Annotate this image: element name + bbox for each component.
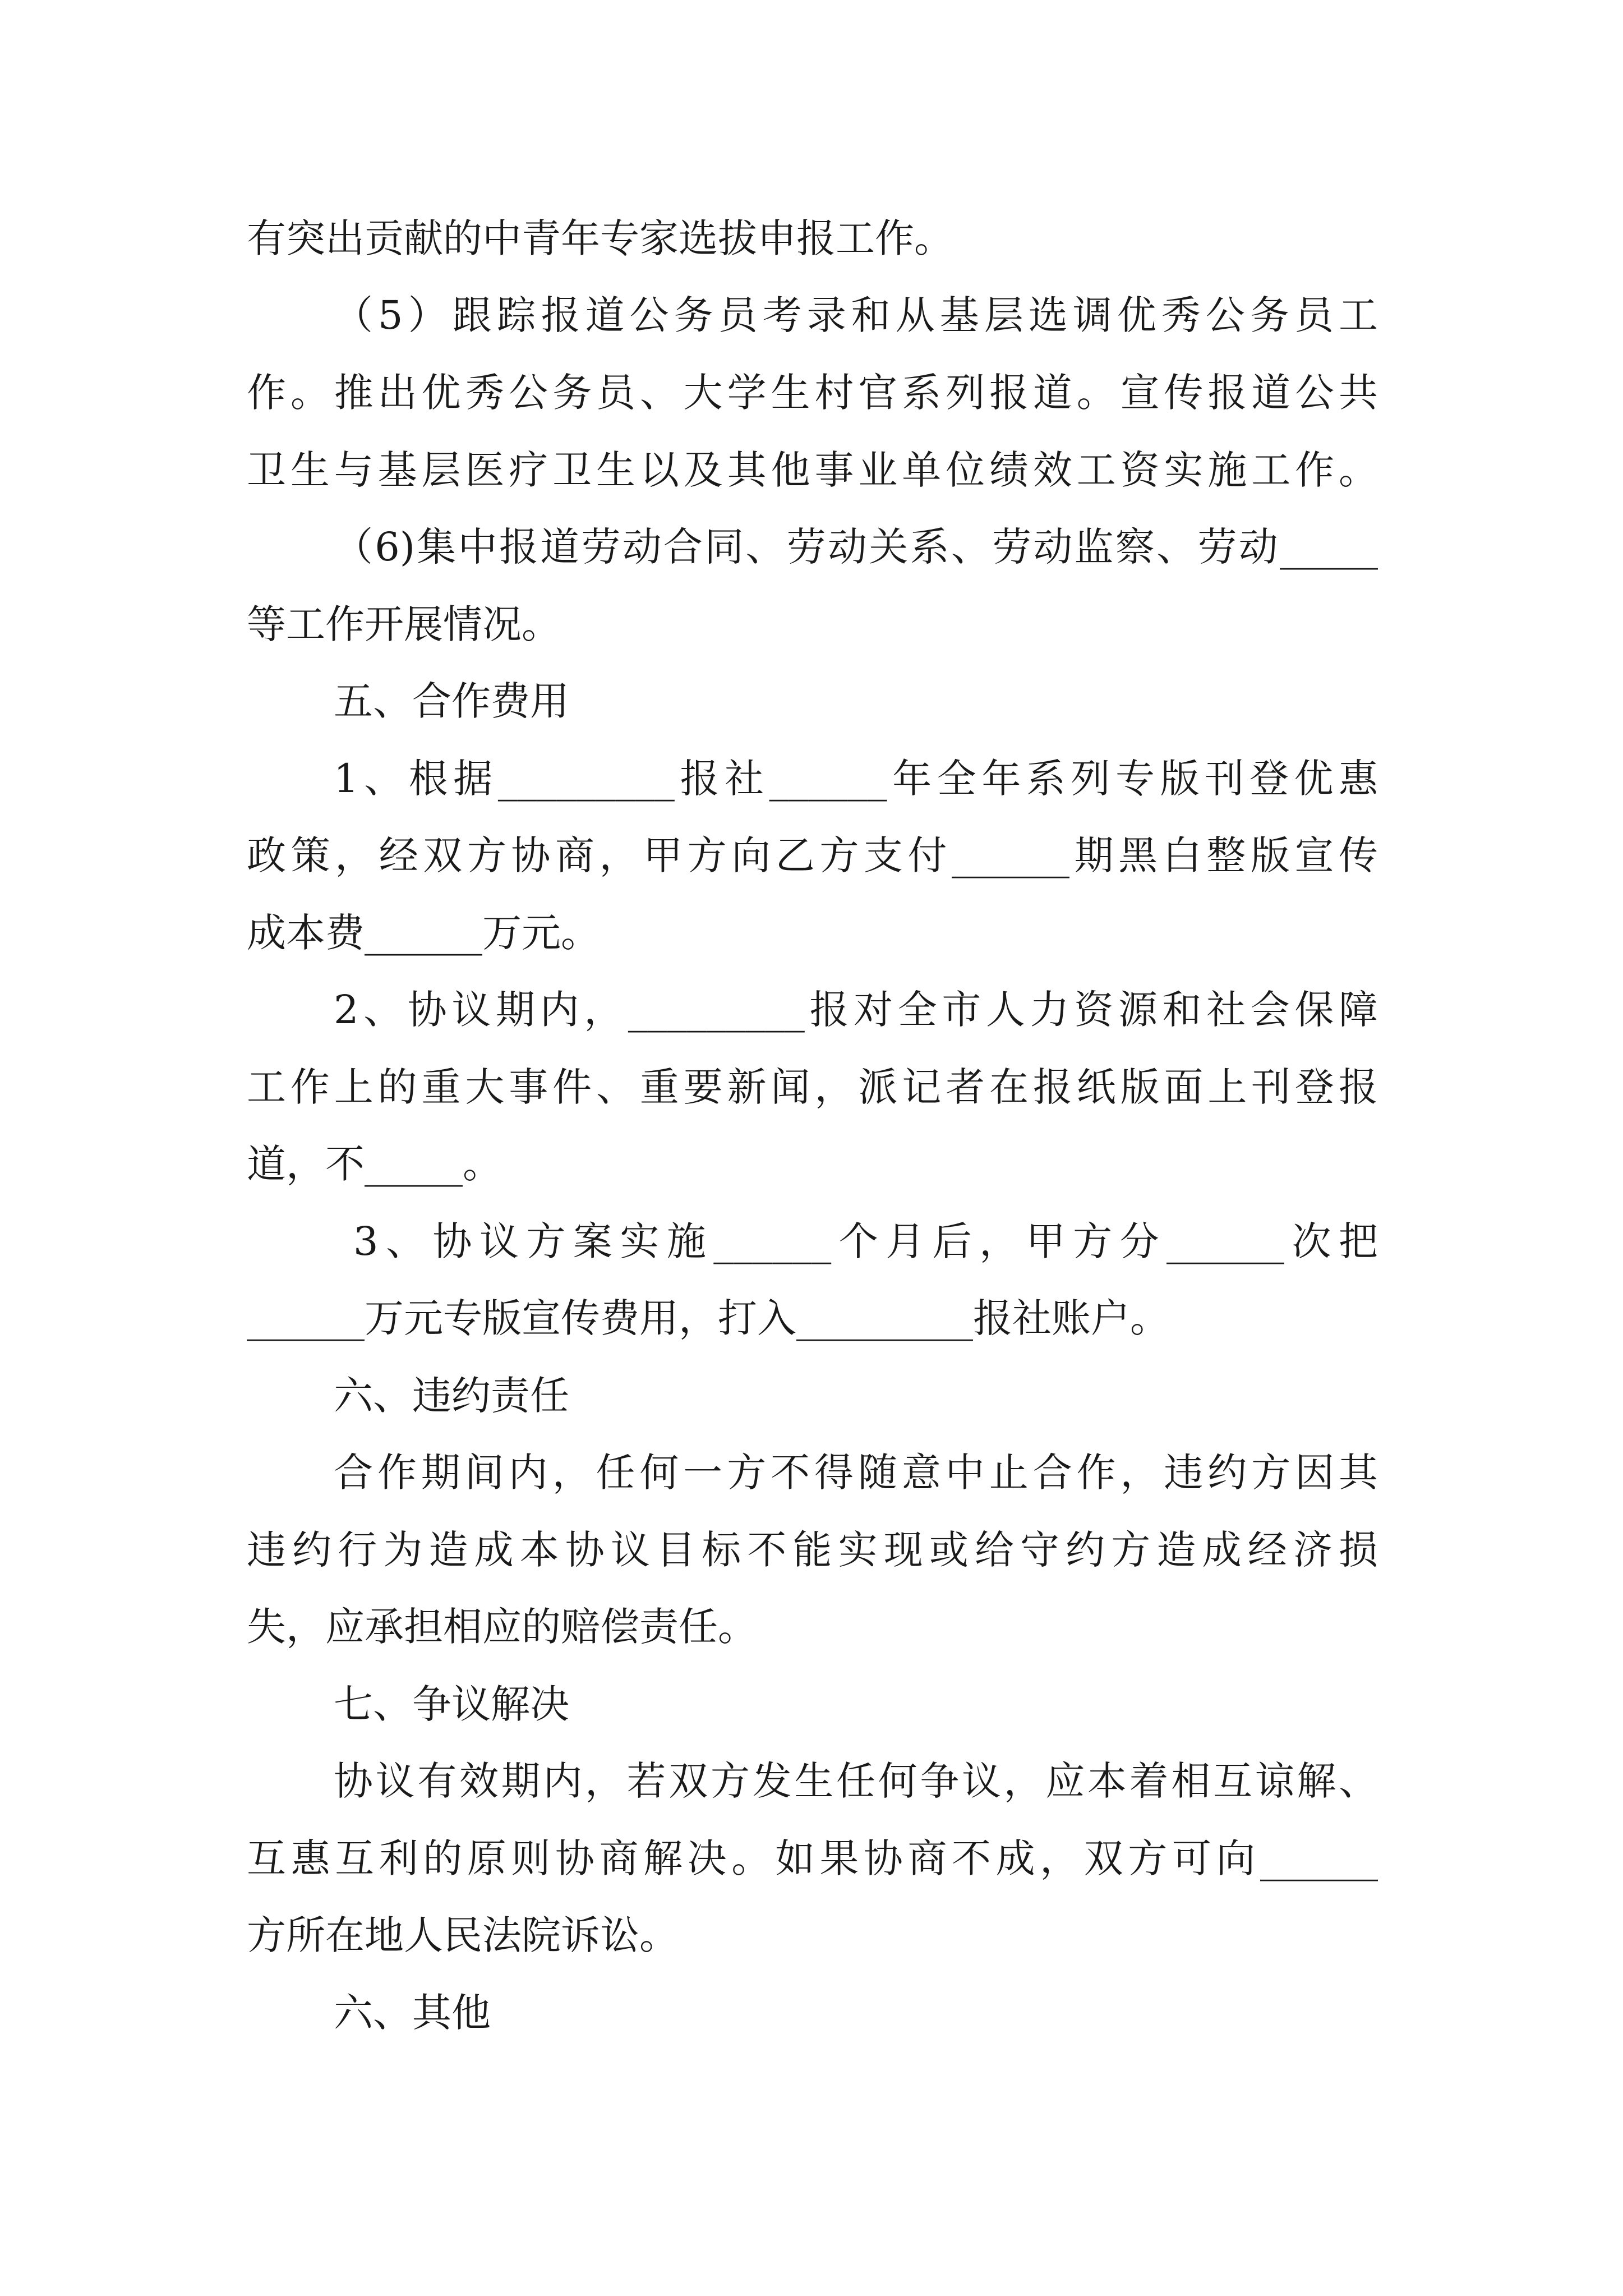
paragraph-line: 有突出贡献的中青年专家选拔申报工作。 xyxy=(247,215,953,261)
paragraph-line: 协议有效期内，若双方发生任何争议，应本着相互谅解、 xyxy=(334,1758,1378,1804)
paragraph-line: 成本费______万元。 xyxy=(247,910,600,956)
paragraph-line: 3、协议方案实施______个月后，甲方分______次把 xyxy=(353,1218,1378,1264)
section-heading: 六、其他 xyxy=(334,1990,491,2036)
paragraph-line: 政策，经双方协商，甲方向乙方支付______期黑白整版宣传 xyxy=(247,832,1378,878)
paragraph-line: 道，不_____。 xyxy=(247,1141,502,1187)
paragraph-line: 工作上的重大事件、重要新闻，派记者在报纸版面上刊登报 xyxy=(247,1064,1378,1110)
paragraph-line: （6)集中报道劳动合同、劳动关系、劳动监察、劳动_____ xyxy=(334,524,1378,570)
section-heading: 七、争议解决 xyxy=(334,1681,569,1727)
paragraph-line: 互惠互利的原则协商解决。如果协商不成，双方可向______ xyxy=(247,1835,1378,1881)
paragraph-line: 失，应承担相应的赔偿责任。 xyxy=(247,1604,757,1650)
section-heading: 六、违约责任 xyxy=(334,1373,569,1419)
paragraph-line: 违约行为造成本协议目标不能实现或给守约方造成经济损 xyxy=(247,1527,1378,1573)
paragraph-line: 方所在地人民法院诉讼。 xyxy=(247,1912,679,1958)
paragraph-line: 卫生与基层医疗卫生以及其他事业单位绩效工资实施工作。 xyxy=(247,447,1378,493)
paragraph-line: 2、协议期内，_________报对全市人力资源和社会保障 xyxy=(334,987,1378,1033)
paragraph-line: 1、根据_________报社______年全年系列专版刊登优惠 xyxy=(334,756,1378,802)
paragraph-line: 合作期间内，任何一方不得随意中止合作，违约方因其 xyxy=(334,1450,1378,1496)
paragraph-line: 作。推出优秀公务员、大学生村官系列报道。宣传报道公共 xyxy=(247,370,1378,416)
paragraph-line: （5）跟踪报道公务员考录和从基层选调优秀公务员工 xyxy=(334,292,1378,338)
paragraph-line: 等工作开展情况。 xyxy=(247,601,561,647)
section-heading: 五、合作费用 xyxy=(334,678,569,724)
paragraph-line: ______万元专版宣传费用，打入_________报社账户。 xyxy=(247,1295,1169,1341)
